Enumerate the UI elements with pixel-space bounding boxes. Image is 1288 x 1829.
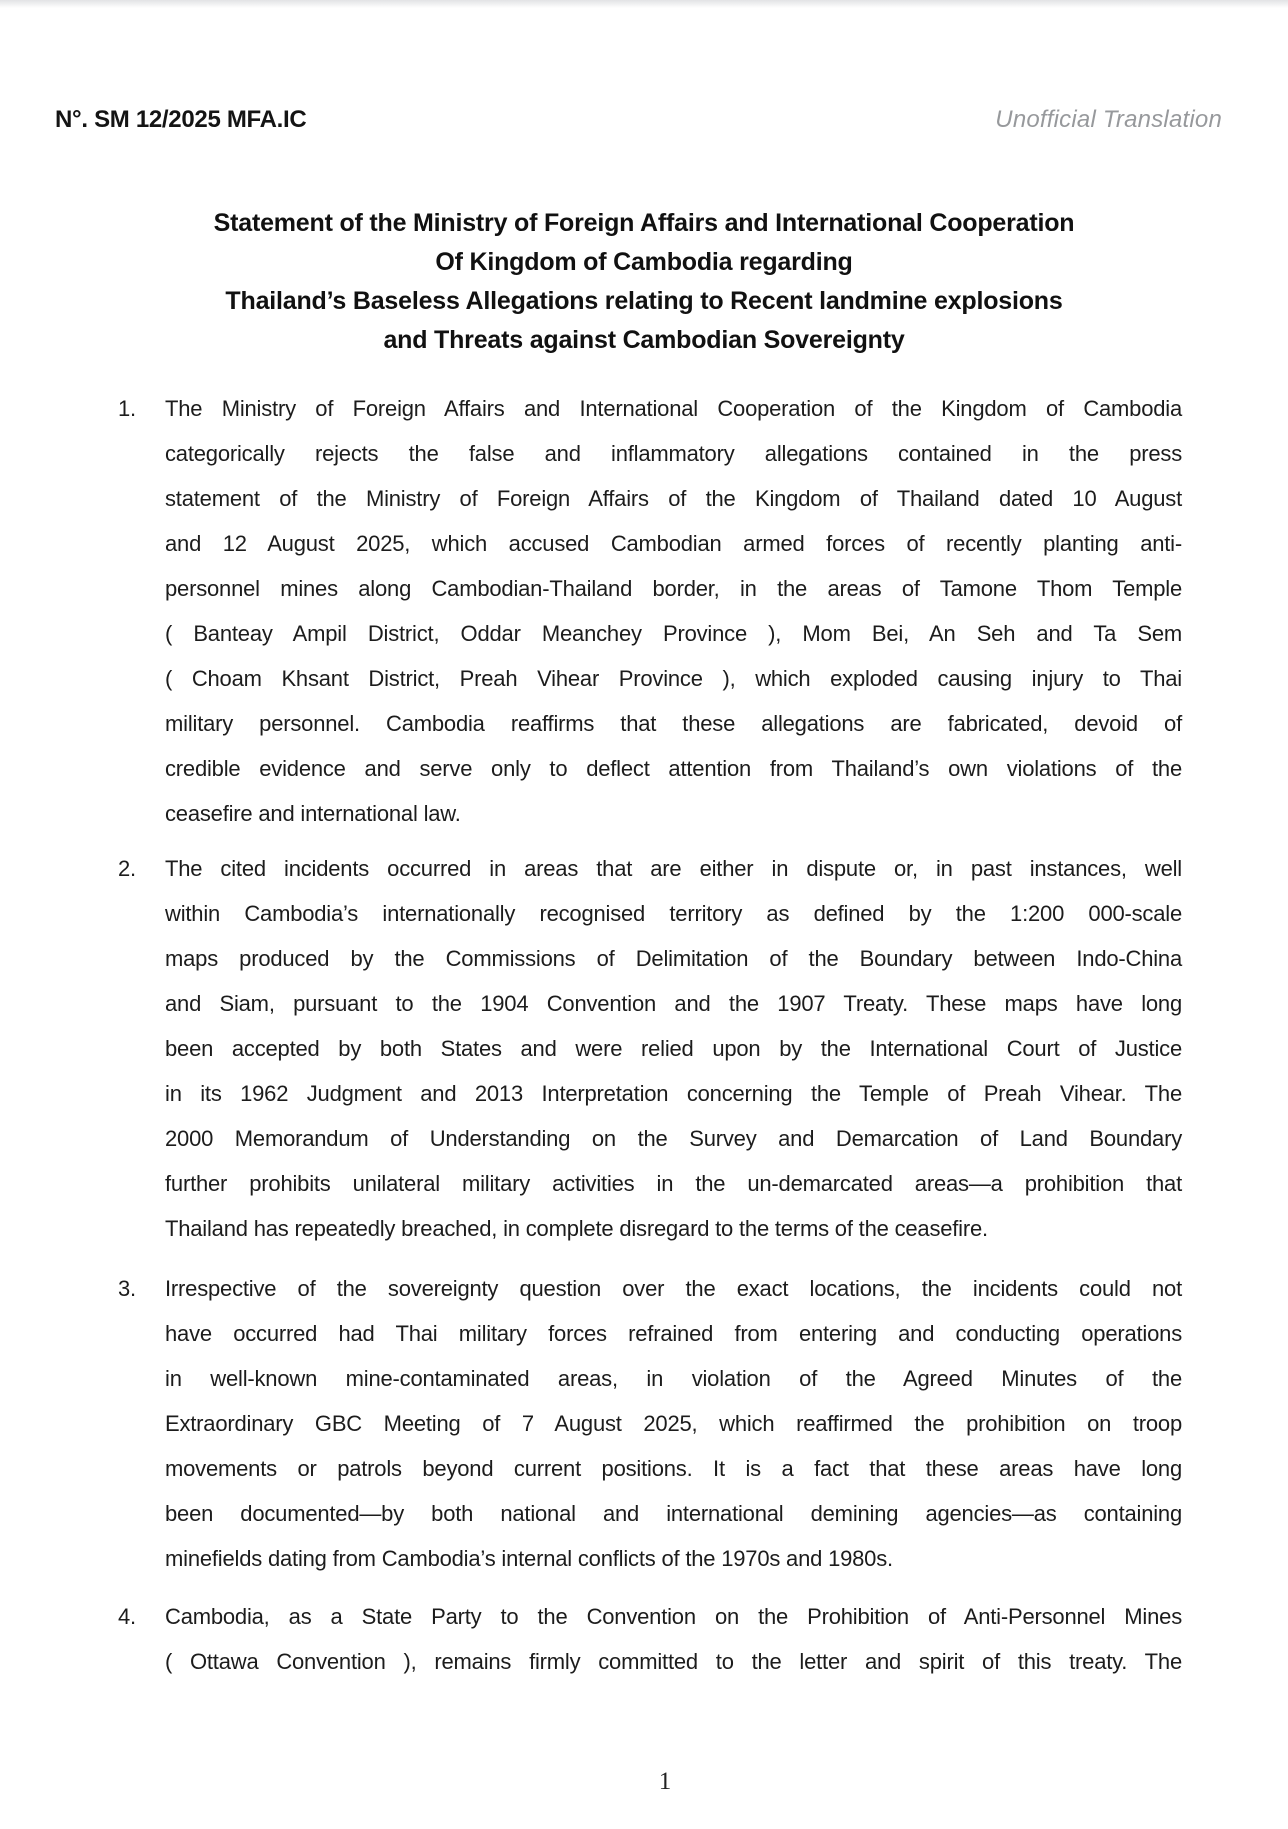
translation-note: Unofficial Translation <box>995 106 1222 133</box>
paragraph-line: 2000 Memorandum of Understanding on the Survey and Demarcation of Land Boundary <box>165 1126 1182 1151</box>
paragraph-line: have occurred had Thai military forces refrained from entering and conducting operations <box>165 1321 1182 1346</box>
title-line: Thailand’s Baseless Allegations relating to Recent landmine explosions <box>225 287 1063 315</box>
paragraph-line: movements or patrols beyond current positions. It is a fact that these areas have long <box>165 1456 1182 1481</box>
scan-edge-strip <box>0 0 1288 8</box>
paragraph-line: within Cambodia’s internationally recognised territory as defined by the 1:200 000-scale <box>165 901 1182 926</box>
paragraph-line: minefields dating from Cambodia’s internal conflicts of the 1970s and 1980s. <box>165 1546 893 1571</box>
paragraph-line: The cited incidents occurred in areas that are either in dispute or, in past instances, well <box>165 856 1182 881</box>
paragraph-2 <box>118 846 1182 1251</box>
paragraph-line: Extraordinary GBC Meeting of 7 August 2025, which reaffirmed the prohibition on troop <box>165 1411 1182 1436</box>
paragraph-body <box>165 386 1182 836</box>
paragraph-line: Cambodia, as a State Party to the Convention on the Prohibition of Anti-Personnel Mines <box>165 1604 1182 1629</box>
paragraph-line: Irrespective of the sovereignty question over the exact locations, the incidents could not <box>165 1276 1182 1301</box>
paragraph-4 <box>118 1594 1182 1684</box>
paragraph-line: ( Banteay Ampil District, Oddar Meanchey Province ), Mom Bei, An Seh and Ta Sem <box>165 621 1182 646</box>
paragraph-number: 4. <box>118 1604 136 1629</box>
paragraph-line: statement of the Ministry of Foreign Affairs of the Kingdom of Thailand dated 10 August <box>165 486 1182 511</box>
paragraph-line: in its 1962 Judgment and 2013 Interpretation concerning the Temple of Preah Vihear. The <box>165 1081 1182 1106</box>
paragraph-line: The Ministry of Foreign Affairs and International Cooperation of the Kingdom of Cambodia <box>165 396 1182 421</box>
paragraph-line: categorically rejects the false and inflammatory allegations contained in the press <box>165 441 1182 466</box>
paragraph-line: been accepted by both States and were relied upon by the International Court of Justice <box>165 1036 1182 1061</box>
paragraph-line: ceasefire and international law. <box>165 801 461 826</box>
paragraph-body <box>165 846 1182 1251</box>
paragraph-line: and 12 August 2025, which accused Cambodian armed forces of recently planting anti- <box>165 531 1182 556</box>
document-header <box>55 106 1222 134</box>
paragraph-body <box>165 1266 1182 1581</box>
paragraph-line: further prohibits unilateral military activities in the un-demarcated areas—a prohibition that <box>165 1171 1182 1196</box>
page-number: 1 <box>658 1768 672 1795</box>
paragraph-line: military personnel. Cambodia reaffirms that these allegations are fabricated, devoid of <box>165 711 1182 736</box>
paragraph-line: Thailand has repeatedly breached, in complete disregard to the terms of the ceasefire. <box>165 1216 988 1241</box>
paragraph-number: 3. <box>118 1276 136 1301</box>
paragraph-line: ( Ottawa Convention ), remains firmly committed to the letter and spirit of this treaty. The <box>165 1649 1182 1674</box>
paragraph-number: 1. <box>118 396 136 421</box>
paragraph-1 <box>118 386 1182 836</box>
paragraph-number: 2. <box>118 856 136 881</box>
paragraph-line: maps produced by the Commissions of Delimitation of the Boundary between Indo-China <box>165 946 1182 971</box>
paragraph-line: personnel mines along Cambodian-Thailand border, in the areas of Tamone Thom Temple <box>165 576 1182 601</box>
title-line: Of Kingdom of Cambodia regarding <box>435 248 853 276</box>
paragraph-line: in well-known mine-contaminated areas, in violation of the Agreed Minutes of the <box>165 1366 1182 1391</box>
document-title <box>100 204 1188 360</box>
paragraph-line: ( Choam Khsant District, Preah Vihear Province ), which exploded causing injury to Thai <box>165 666 1182 691</box>
paragraph-3 <box>118 1266 1182 1581</box>
title-line: Statement of the Ministry of Foreign Affairs and International Cooperation <box>213 209 1075 237</box>
title-line: and Threats against Cambodian Sovereignty <box>383 326 905 354</box>
reference-number: N°. SM 12/2025 MFA.IC <box>55 106 307 133</box>
paragraph-line: been documented—by both national and international demining agencies—as containing <box>165 1501 1182 1526</box>
paragraph-line: and Siam, pursuant to the 1904 Convention and the 1907 Treaty. These maps have long <box>165 991 1182 1016</box>
paragraph-line: credible evidence and serve only to deflect attention from Thailand’s own violations of the <box>165 756 1182 781</box>
paragraph-body <box>165 1594 1182 1684</box>
